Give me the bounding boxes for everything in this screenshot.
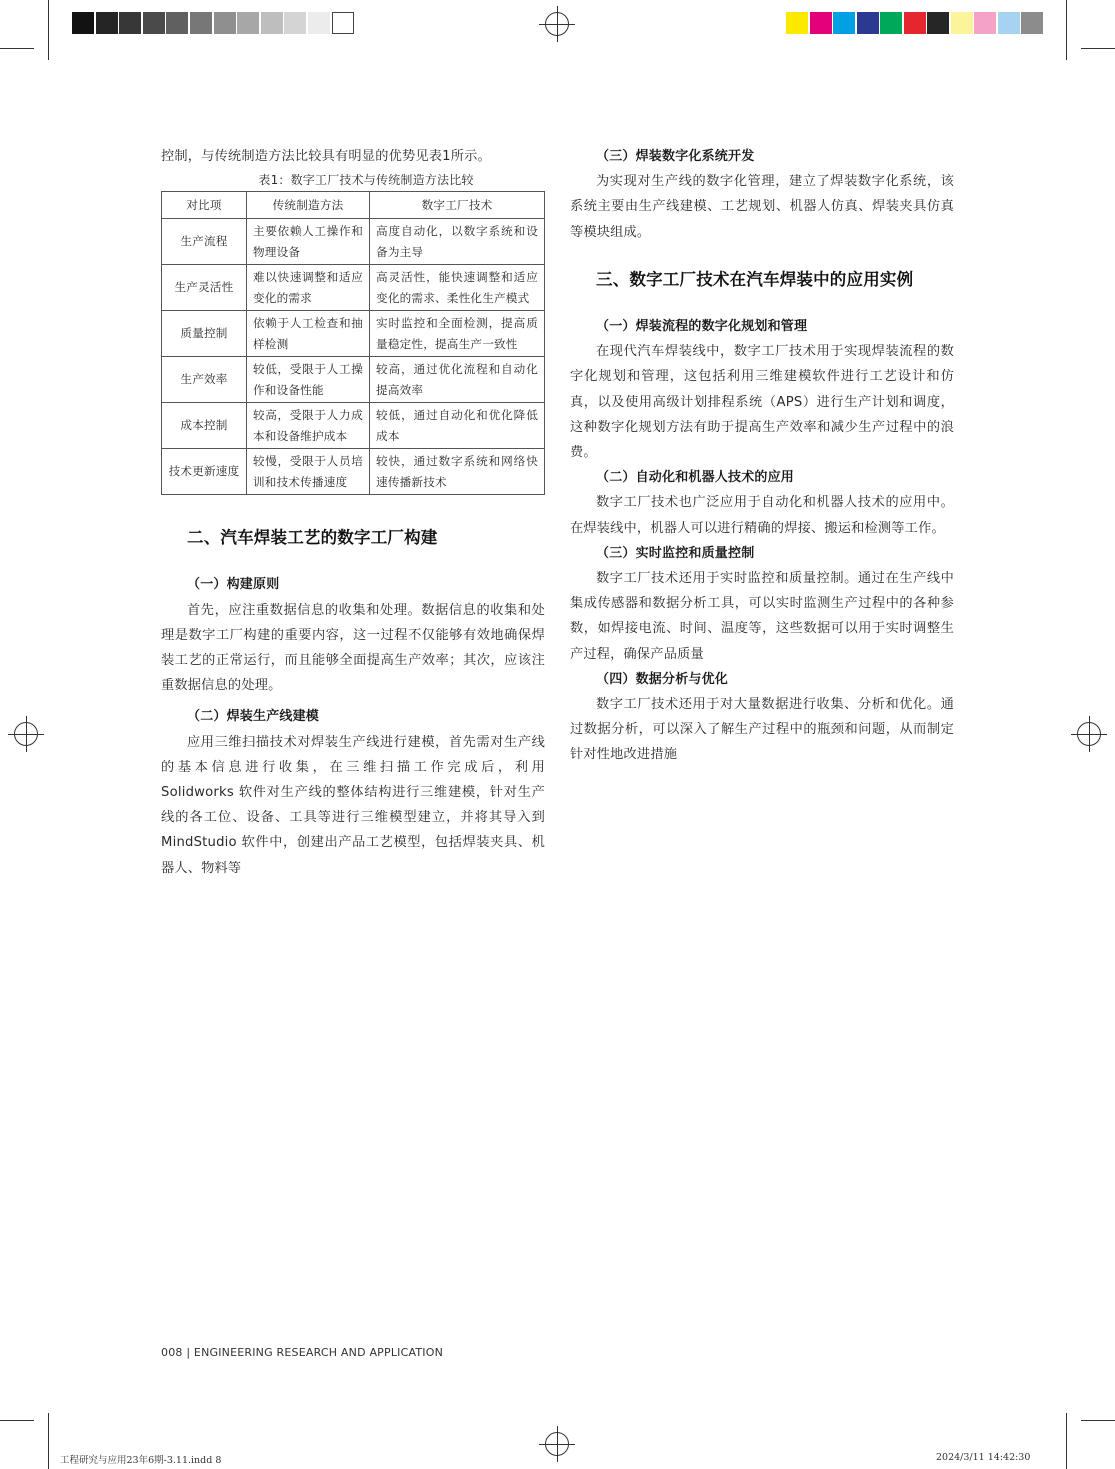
comparison-table — [161, 191, 545, 495]
table-cell-traditional: 较低，受限于人工操作和设备性能 — [247, 357, 370, 403]
table-cell-item: 质量控制 — [162, 311, 247, 357]
gray-swatch — [214, 12, 236, 34]
crop-mark — [1066, 1413, 1067, 1469]
body-paragraph: 数字工厂技术也广泛应用于自动化和机器人技术的应用中。在焊装线中，机器人可以进行精确的焊接、搬运和检测等工作。 — [570, 495, 954, 536]
color-swatch — [974, 12, 996, 34]
gray-swatch — [190, 12, 212, 34]
registration-mark-left — [8, 716, 44, 752]
crop-mark — [1081, 1420, 1115, 1421]
body-paragraph: 为实现对生产线的数字化管理，建立了焊装数字化系统，该系统主要由生产线建模、工艺规划、机器人仿真、焊装夹具仿真等模块组成。 — [570, 174, 954, 240]
page-footer — [161, 1346, 443, 1359]
color-swatch — [857, 12, 879, 34]
table-header-row — [162, 192, 545, 219]
section-heading: 三、数字工厂技术在汽车焊装中的应用实例 — [596, 269, 914, 289]
subsection-heading: （四）数据分析与优化 — [596, 671, 729, 687]
color-swatch — [786, 12, 808, 34]
table-cell-item: 生产效率 — [162, 357, 247, 403]
color-swatch — [810, 12, 832, 34]
color-swatch — [1021, 12, 1043, 34]
color-swatch — [880, 12, 902, 34]
body-paragraph: 数字工厂技术还用于对大量数据进行收集、分析和优化。通过数据分析，可以深入了解生产过程中的瓶颈和问题，从而制定针对性地改进措施 — [570, 697, 954, 763]
table-cell-traditional: 主要依赖人工操作和物理设备 — [247, 219, 370, 265]
table-cell-traditional: 难以快速调整和适应变化的需求 — [247, 265, 370, 311]
registration-mark-right — [1071, 716, 1107, 752]
table-cell-digital: 高度自动化，以数字系统和设备为主导 — [370, 219, 545, 265]
crop-mark — [0, 48, 34, 49]
color-swatch — [833, 12, 855, 34]
table-header: 传统制造方法 — [247, 192, 370, 219]
body-paragraph: 首先，应注重数据信息的收集和处理。数据信息的收集和处理是数字工厂构建的重要内容，这一过程不仅能够有效地确保焊装工艺的正常运行，而且能够全面提高生产效率；其次，应该注重数据信息的处理。 — [161, 602, 545, 694]
section-heading: 二、汽车焊装工艺的数字工厂构建 — [187, 528, 438, 548]
crop-mark — [1066, 0, 1067, 60]
body-paragraph: 在现代汽车焊装线中，数字工厂技术用于实现焊装流程的数字化规划和管理，这包括利用三维建模软件进行工艺设计和仿真，以及使用高级计划排程系统（APS）进行生产计划和调度，这种数字化规划方法有助于提高生产效率和减少生产过程中的浪费。 — [570, 344, 954, 461]
table-cell-traditional: 较慢，受限于人员培训和技术传播速度 — [247, 449, 370, 495]
gray-swatch — [261, 12, 283, 34]
crop-mark — [0, 1420, 34, 1421]
subsection-heading: （一）构建原则 — [187, 577, 280, 593]
gray-swatch — [332, 12, 354, 34]
table-cell-item: 生产流程 — [162, 219, 247, 265]
subsection-heading: （二）焊装生产线建模 — [187, 709, 320, 725]
color-swatch — [951, 12, 973, 34]
slug-datetime: 2024/3/11 14:42:30 — [936, 1452, 1031, 1463]
gray-swatch — [143, 12, 165, 34]
table-row — [162, 403, 545, 449]
subsection-heading: （三）焊装数字化系统开发 — [596, 149, 755, 164]
table-row — [162, 449, 545, 495]
table-row — [162, 265, 545, 311]
color-swatch — [927, 12, 949, 34]
left-column — [161, 144, 545, 881]
gray-swatch — [119, 12, 141, 34]
crop-mark — [1081, 48, 1115, 49]
table-cell-digital: 实时监控和全面检测，提高质量稳定性，提高生产一致性 — [370, 311, 545, 357]
subsection-heading: （三）实时监控和质量控制 — [596, 545, 755, 561]
journal-name: ENGINEERING RESEARCH AND APPLICATION — [193, 1346, 444, 1359]
page-number: 008 — [161, 1346, 183, 1359]
subsection-heading: （二）自动化和机器人技术的应用 — [596, 470, 795, 486]
table-cell-digital: 高灵活性，能快速调整和适应变化的需求、柔性化生产模式 — [370, 265, 545, 311]
color-swatch — [998, 12, 1020, 34]
body-paragraph: 数字工厂技术还用于实时监控和质量控制。通过在生产线中集成传感器和数据分析工具，可以实时监测生产过程中的各种参数，如焊接电流、时间、温度等，这些数据可以用于实时调整生产过程，确保产品质量 — [570, 571, 954, 662]
gray-swatch — [166, 12, 188, 34]
table-cell-traditional: 依赖于人工检查和抽样检测 — [247, 311, 370, 357]
table-cell-item: 技术更新速度 — [162, 449, 247, 495]
right-column — [570, 144, 954, 768]
table-row — [162, 311, 545, 357]
table-row — [162, 219, 545, 265]
table-row — [162, 357, 545, 403]
subsection-heading: （一）焊装流程的数字化规划和管理 — [596, 319, 808, 335]
slug-file-name: 工程研究与应用23年6期-3.11.indd 8 — [60, 1455, 222, 1466]
registration-mark-top — [539, 6, 575, 42]
table-header: 对比项 — [162, 192, 247, 219]
gray-swatch — [237, 12, 259, 34]
table-cell-digital: 较快，通过数字系统和网络快速传播新技术 — [370, 449, 545, 495]
table-cell-digital: 较高，通过优化流程和自动化提高效率 — [370, 357, 545, 403]
gray-swatch — [72, 12, 94, 34]
crop-mark — [48, 0, 49, 60]
table-header: 数字工厂技术 — [370, 192, 545, 219]
registration-mark-bottom — [539, 1426, 575, 1462]
body-paragraph: 应用三维扫描技术对焊装生产线进行建模，首先需对生产线的基本信息进行收集，在三维扫描工作完成后，利用 Solidworks 软件对生产线的整体结构进行三维建模，针对生产线的各工位、设备、工具等进行三维模型建立，并将其导入到 MindStudio 软件中，创建出产品工艺模型，包括焊装夹具、机器人、物料等 — [161, 734, 545, 876]
table-cell-digital: 较低，通过自动化和优化降低成本 — [370, 403, 545, 449]
gray-swatch — [308, 12, 330, 34]
table-cell-item: 成本控制 — [162, 403, 247, 449]
crop-mark — [48, 1413, 49, 1469]
table-cell-item: 生产灵活性 — [162, 265, 247, 311]
gray-swatch — [284, 12, 306, 34]
intro-text: 控制，与传统制造方法比较具有明显的优势见表1所示。 — [161, 149, 491, 164]
table-cell-traditional: 较高，受限于人力成本和设备维护成本 — [247, 403, 370, 449]
table-caption: 表1：数字工厂技术与传统制造方法比较 — [258, 173, 474, 188]
color-swatch — [904, 12, 926, 34]
gray-swatch — [96, 12, 118, 34]
footer-separator: | — [186, 1346, 191, 1359]
